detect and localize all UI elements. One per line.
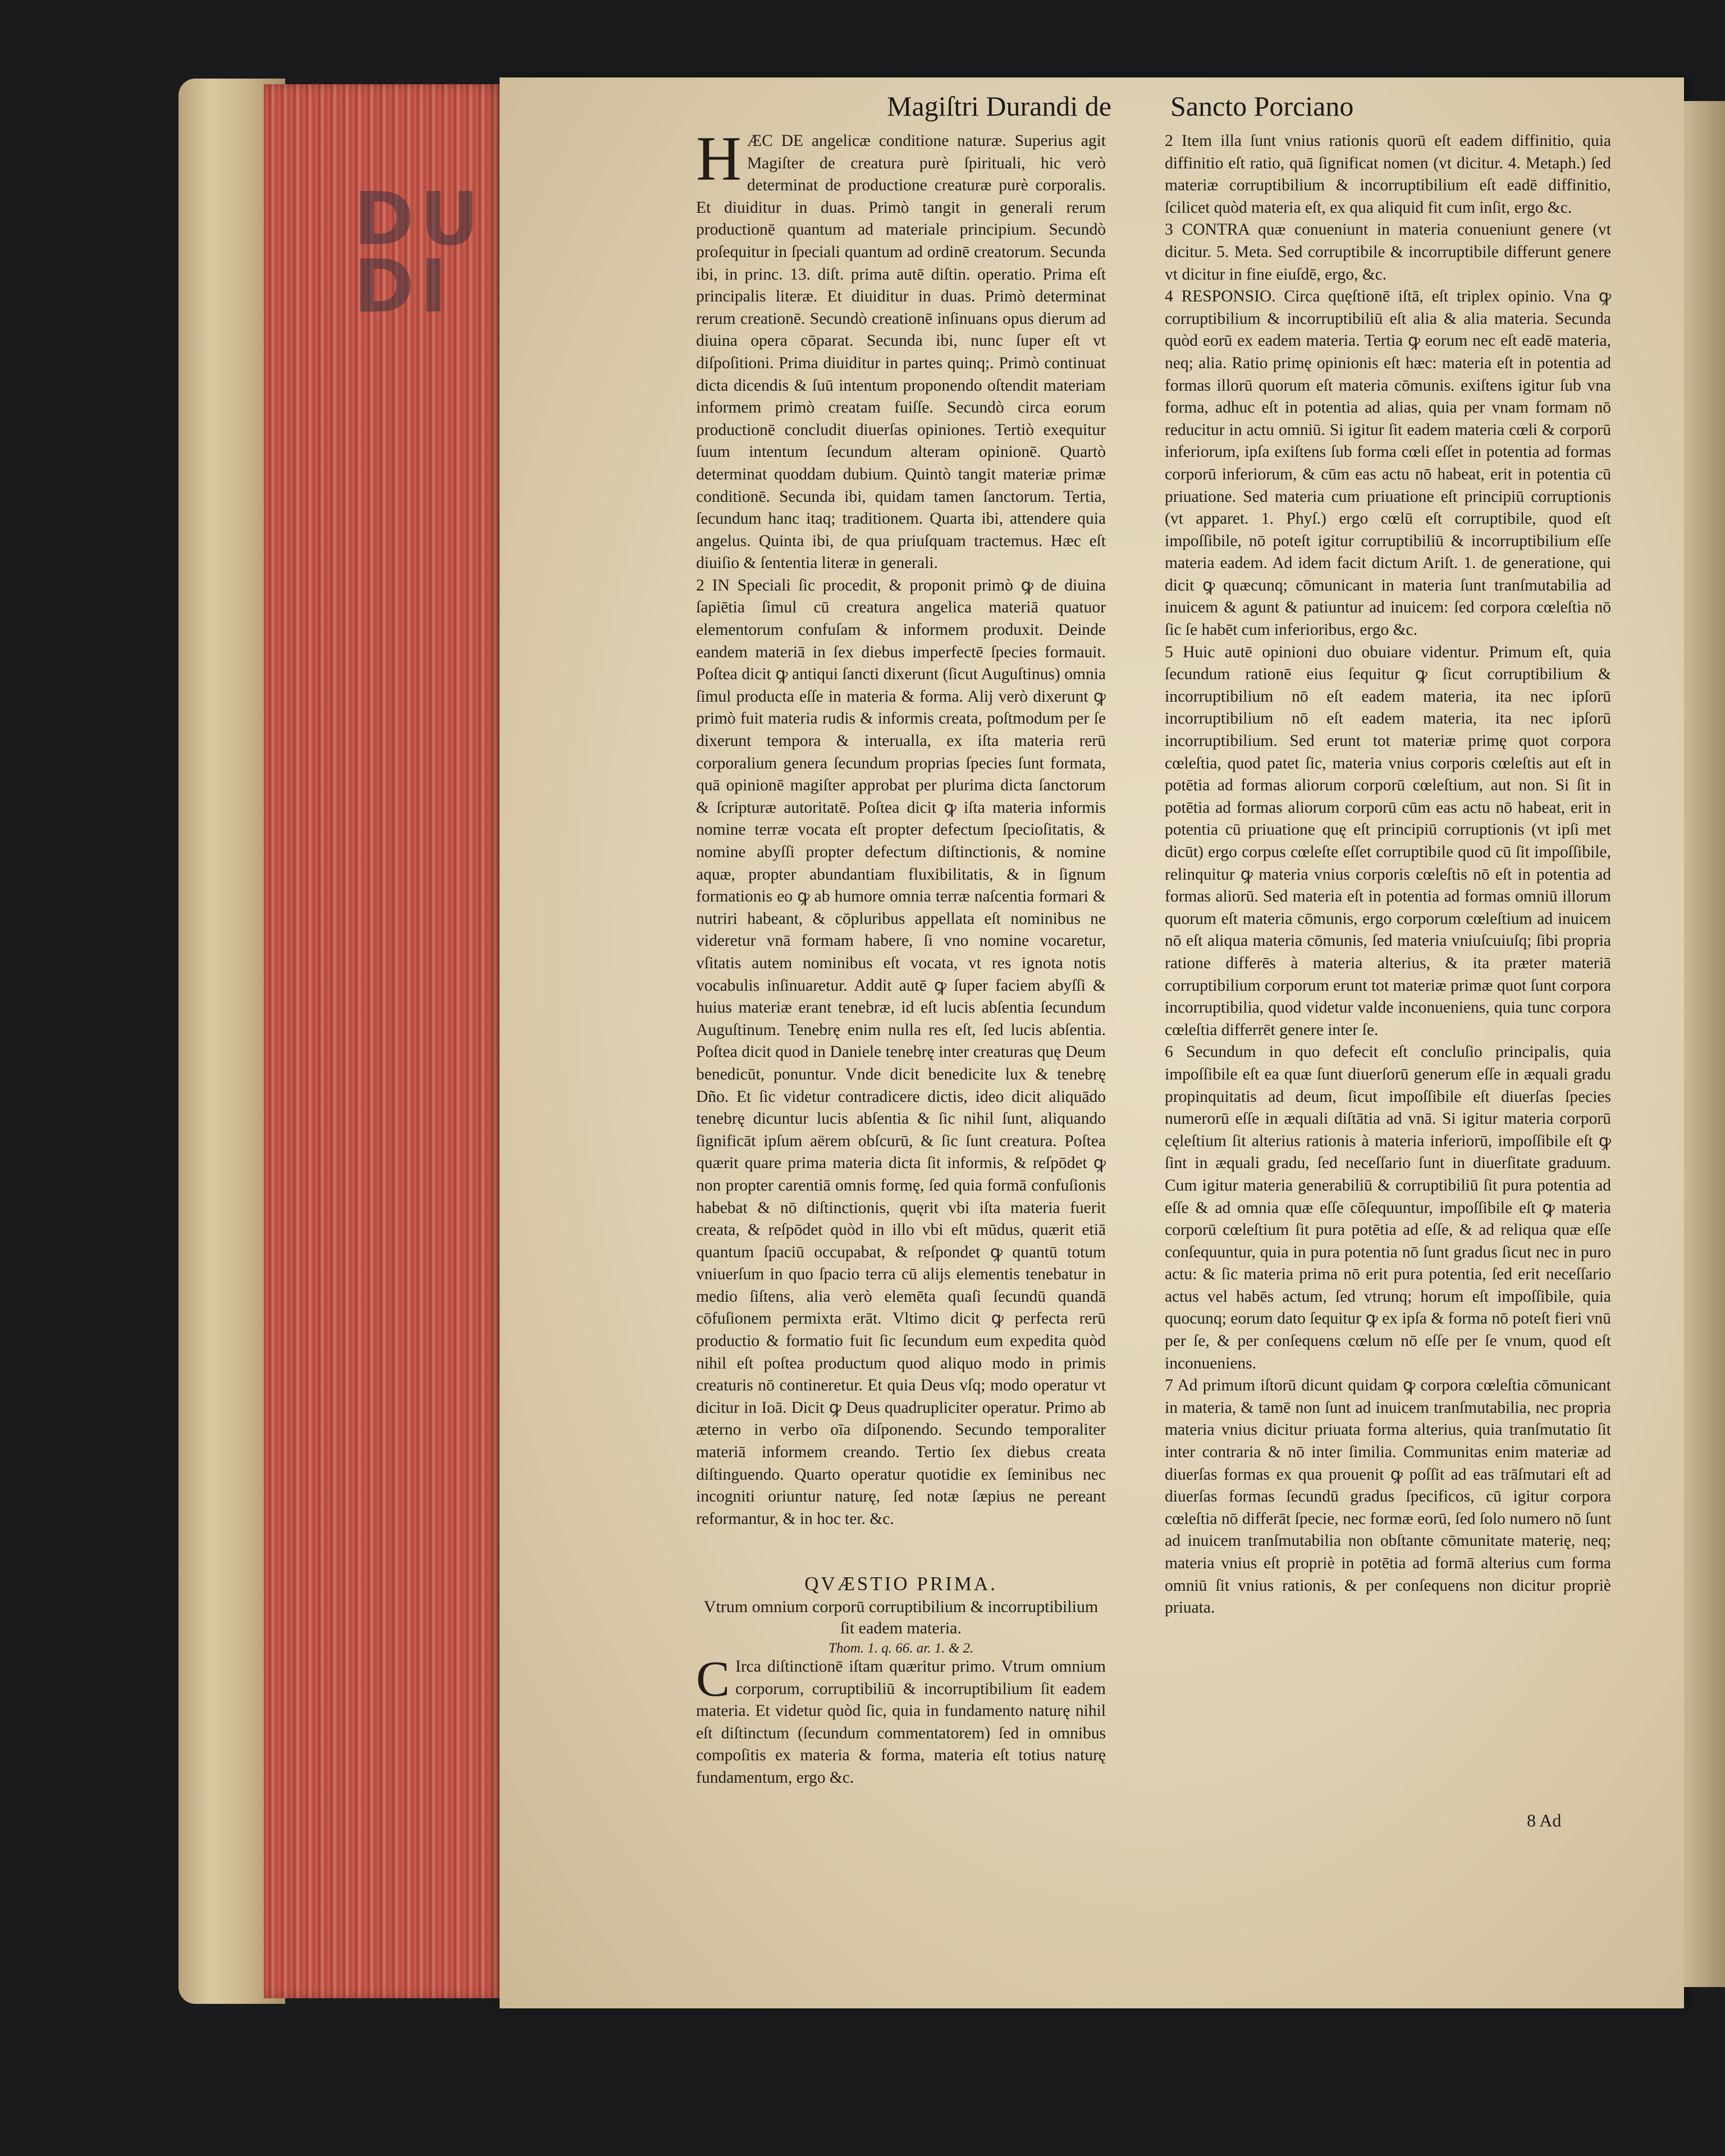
- paragraph-r6: 6 Secundum in quo defecit eſt concluſio principalis, quia impoſſibile eſt ea quæ ſunt diuerſorū generum eſſe in æquali gradu propinquitatis ad deum, ſicut impoſſibile eſt diuerſas ſpecies numerorū eſſe in æquali diſtātia ad vnā. Si igitur materia corporū cęleſtium ſit alterius rationis à materia inferiorū, impoſſibile eſt ꝙ ſint in æquali gradu, ſed neceſſario ſunt in diuerſitate graduum. Cum igitur materia generabiliū & corruptibiliū ſit pura potentia ad eſſe & ad omnia quæ eſſe cōſequuntur, impoſſibile eſt ꝙ materia corporū cœleſtium ſit pura potētia ad eſſe, & ad reliqua quæ eſſe conſequuntur, quia in pura potentia nō ſunt gradus ſicut nec in puro actu: & ſic materia prima nō erit pura potentia, ſed erit neceſſario actus vel habēs actum, ſed vtrunq; horum eſt impoſſibile, quia quocunq; eorum dato ſequitur ꝙ ex ipſa & forma nō poteſt fieri vnū per ſe, & per conſequens cœlum nō eſſe per ſe vnum, quod eſt inconueniens.: [1165, 1043, 1611, 1372]
- paragraph-r5: 5 Huic autē opinioni duo obuiare videntur. Primum eſt, quia ſecundum rationē eius ſequitur ꝙ ſicut corruptibilium & incorruptibilium nō eſt eadem materia, ita nec ipſorū incorruptibilium nō eſt eadem materia, ita nec ipſorū incorruptibilium. Sed erunt tot materiæ primę quot corpora cœleſtia, quod patet ſic, materia vnius corporis cœleſtis aut eſt in potētia ad formas aliorum corporū cœleſtium, aut non. Si ſit in potētia ad formas aliorum corporū cūm eas actu nō habeat, erit in potentia cū priuatione quę eſt principiū corruptionis (vt ipſi met dicūt) ergo corpus cœleſte eſſet corruptibile quod cū ſit impoſſibile, relinquitur ꝙ materia vnius corporis cœleſtis nō eſt in potentia ad formas aliorū. Sed materia eſt in potentia ad formas omniū illorum quorum eſt materia cōmunis, ergo corporum cœleſtium ad inuicem nō eſt aliqua materia cōmunis, ſed materia vniuſcuiuſq; ſibi propria ratione differēs à materia alterius, & ita præter materiā corruptibilium corporum erunt tot materiæ primæ quot ſunt corpora incorruptibilia, quod videtur valde inconueniens, quia tunc corpora cœleſtia differrēt genere inter ſe.: [1165, 643, 1611, 1039]
- right-column: [1165, 130, 1611, 1619]
- drop-cap: H: [696, 124, 742, 194]
- drop-cap-c: C: [696, 1651, 730, 1707]
- question-title: QVÆSTIO PRIMA.: [804, 1573, 998, 1595]
- question-subtitle: Vtrum omnium corporū corruptibilium & incorruptibilium ſit eadem materia.: [703, 1597, 1099, 1637]
- paragraph-r7: 7 Ad primum iſtorū dicunt quidam ꝙ corpora cœleſtia cōmunicant in materia, & tamē non ſunt ad inuicem tranſmutabilia, nec propria materia vnius dicitur priuata forma alterius, quia tranſmutatio ſit inter contraria & nō inter ſimilia. Communitas enim materiæ ad diuerſas formas ex qua prouenit ꝙ poſſit ad eas trāſmutari eſt ad diuerſas formas ſecundū gradus ſpecificos, cū igitur corpora cœleſtia nō differāt ſpecie, nec formæ eorū, ſed ſolo numero nō ſunt ad inuicem tranſmutabilia non obſtante cōmunitate materię, neq; materia vnius eſt propriè in potētia ad formā alterius cum forma omniū ſit vnius rationis, & per conſequens non dicitur propriè priuata.: [1165, 1376, 1611, 1617]
- paragraph-r3: 3 CONTRA quæ conueniunt in materia conueniunt genere (vt dicitur. 5. Meta. Sed corruptibile & incorruptibile differunt genere vt dicitur in fine eiuſdē, ergo, &c.: [1165, 221, 1611, 283]
- question-body: C Irca diſtinctionē iſtam quæritur primo. Vtrum omnium corporum, corruptibiliū & incorruptibilium ſit eadem materia. Et videtur quòd ſic, quia in fundamento naturę nihil eſt diſtinctum (ſecundum commentatorem) ſed in omnibus compoſitis ex materia & forma, materia eſt totius naturę fundamentum, ergo &c.: [696, 1651, 1106, 1787]
- question-heading: [696, 1572, 1106, 1658]
- question-reference: Thom. 1. q. 66. ar. 1. & 2.: [828, 1641, 974, 1656]
- catchword: 8 Ad: [1527, 1810, 1562, 1830]
- paragraph-r2: 2 Item illa ſunt vnius rationis quorū eſt eadem diffinitio, quia diffinitio eſt ratio, quā ſignificat nomen (vt dicitur. 4. Metaph.) ſed materiæ corruptibilium & incorruptibilium eſt eadē diffinitio, ſcilicet quòd materia eſt, ex qua aliquid fit cum inſit, ergo &c.: [1165, 132, 1611, 217]
- header-right: Sancto Porciano: [1170, 90, 1354, 122]
- facing-page-edge: [1684, 101, 1725, 1987]
- paragraph-2: 2 IN Speciali ſic procedit, & proponit primò ꝙ de diuina ſapiētia ſimul cū creatura angelica materiā quatuor elementorum confuſam & informem produxit. Deinde eandem materiā in ſex diebus imperfectē ſpecies formauit. Poſtea dicit ꝙ antiqui ſancti dixerunt (ſicut Auguſtinus) omnia ſimul producta eſſe in materia & forma. Alij verò dixerunt ꝙ primò fuit materia rudis & informis creata, poſtmodum per ſe dixerunt tempora & interualla, ex iſta materia rerū corporalium genera ſecundum proprias ſpecies ſunt formata, quā opinionē magiſter approbat per plurima dicta ſanctorum & ſcripturæ autoritatē. Poſtea dicit ꝙ iſta materia informis nomine terræ vocata eſt propter defectum ſpecioſitatis, & nomine abyſſi propter defectum diſtinctionis, & nomine aquæ, propter abundantiam fluxibilitatis, & in ſignum formationis eo ꝙ ab humore omnia terræ naſcentia formari & nutriri habeant, & cōpluribus appellata eſt nominibus ne videretur vnā formam habere, ſi vno nomine vocaretur, vſitatis autem nominibus eſt vocata, vt res ignota notis vocabulis inſinuaretur. Addit autē ꝙ ſuper faciem abyſſi & huius materiæ erant tenebræ, id eſt lucis abſentia ſecundum Auguſtinum. Tenebrę enim nulla res eſt, ſed lucis abſentia. Poſtea dicit quod in Daniele tenebrę inter creaturas quę Deum benedicūt, ponuntur. Vnde dicit benedicite lux & tenebrę Dño. Et ſic videtur contradicere dictis, ideo dicit aliquādo tenebrę dicuntur lucis abſentia & ſic nihil ſunt, aliquando ſignificāt ipſum aërem obſcurū, & ſic ſunt creatura. Poſtea quærit quare prima materia dicta ſit informis, & reſpōdet ꝙ non propter carentiā omnis formę, ſed quia formā confuſionis habebat & nō diſtinctionis, quęrit vbi iſta materia fuerit creata, & reſpōdet quòd in illo vbi eſt mūdus, quærit etiā quantum ſpaciū occupabat, & reſpondet ꝙ quantū totum vniuerſum in quo ſpacio terra cū alijs elementis tenebatur in medio ſiſtens, alia verò elemēta quaſi ſecundū quandā cōfuſionem permixta erāt. Vltimo dicit ꝙ perfecta rerū productio & formatio fuit ſic ſecundum eum expedita quòd nihil eſt poſtea productum quod aliquo modo in primis creaturis nō contineretur. Et quia Deus vſq; modo operatur vt dicitur in Ioā. Dicit ꝙ Deus quadrupliciter operatur. Primo ab æterno in verbo oīa diſponendo. Secundo temporaliter materiā informem creando. Tertio ſex diebus creata diſtinguendo. Quarto operatur quotidie ex ſeminibus nec incogniti oriuntur naturę, ſed notæ ſæpius ne pereant reformantur, & in hoc ter. &c.: [696, 576, 1106, 1528]
- paragraph-r4: 4 RESPONSIO. Circa quęſtionē iſtā, eſt triplex opinio. Vna ꝙ corruptibilium & incorruptibiliū eſt alia & alia materia. Secunda quòd eorū ex eadem materia. Tertia ꝙ eorum nec eſt eadē materia, neq; alia. Ratio primę opinionis eſt hæc: materia eſt in potentia ad formas illorū quorum eſt materia cōmunis. exiſtens igitur ſub vna forma, adhuc eſt in potentia ad alias, quia per vnam formam nō reducitur in actu omniū. Si igitur ſit eadem materia cœli & corporū inferiorum, ipſa exiſtens ſub forma cœli eſſet in potentia ad formas corporū inferiorum, & cūm eas actu nō habeat, erit in potentia cū priuatione. Sed materia cum priuatione eſt principiū corruptionis (vt apparet. 1. Phyſ.) ergo cœlū eſt corruptibile, quod eſt impoſſibile, nō poteſt igitur corruptibiliū & incorruptibilium eſſe materia eadem. Ad idem facit dictum Ariſt. 1. de generatione, qui dicit ꝙ quæcunq; cōmunicant in materia ſunt tranſmutabilia ad inuicem & agunt & patiuntur ad inuicem: ſed corpora cœleſtia nō ſic ſe habēt cum inferioribus, ergo &c.: [1165, 287, 1611, 639]
- header-left: Magiſtri Durandi de: [887, 90, 1111, 122]
- binding-mark: DU DI: [354, 176, 485, 329]
- left-column: [696, 124, 1106, 1530]
- intro-paragraph: HÆC DE angelicæ conditione naturæ. Superius agit Magiſter de creatura purè ſpirituali, hic verò determinat de productione creaturæ purè corporalis. Et diuiditur in duas. Primò tangit in generali rerum productionē quantum ad materiale principium. Secundò proſequitur in ſpeciali quantum ad ordinē creatorum. Secunda ibi, in princ. 13. diſt. prima autē diſtin. operatio. Prima eſt principalis literæ. Et diuiditur in duas. Primò determinat rerum creationē. Secundò creationē inſinuans opus dierum ad diuina opera cōparat. Secunda ibi, nunc ſuper eſt vt diſpoſitioni. Prima diuiditur in partes quinq;. Primò continuat dicta dicendis & ſuū intentum proponendo oſtendit materiam informem primò creatam fuiſſe. Secundò circa eorum productionē concludit diuerſas opiniones. Tertiò exequitur ſuum intentum ſecundum alteram opinionē. Quartò determinat quoddam dubium. Quintò tangit materiæ primæ conditionē. Secunda ibi, quidam tamen ſanctorum. Tertia, ſecundum hanc itaq; traditionem. Quarta ibi, attendere quia angelus. Quinta ibi, de qua priuſquam tractemus. Hæc eſt diuiſio & ſententia literæ in generali.: [696, 124, 1106, 573]
- page-edges: [264, 84, 500, 1998]
